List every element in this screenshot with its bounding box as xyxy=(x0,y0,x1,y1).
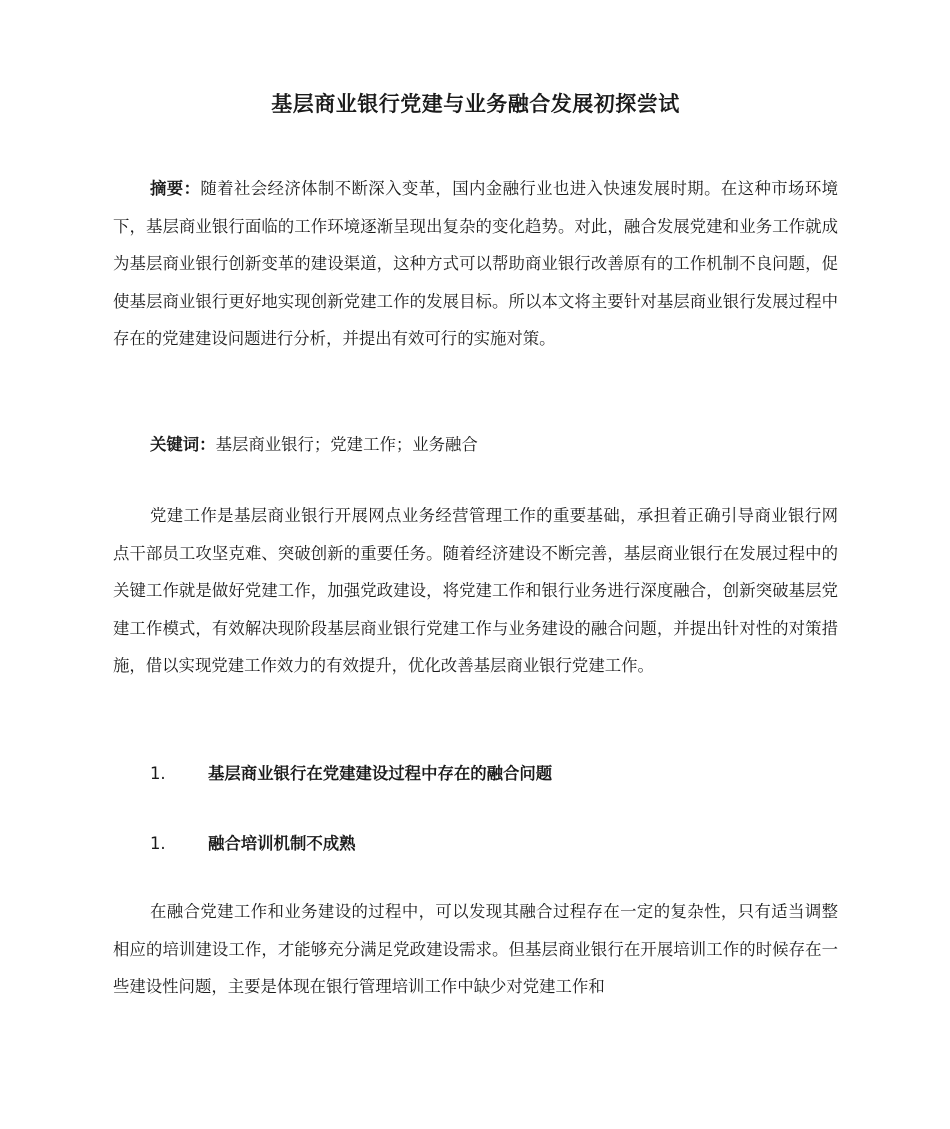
keywords-text: 基层商业银行；党建工作；业务融合 xyxy=(215,435,478,454)
document-title: 基层商业银行党建与业务融合发展初探尝试 xyxy=(271,92,680,116)
abstract-text: 随着社会经济体制不断深入变革，国内金融行业也进入快速发展时期。在这种市场环境下，基层商业银行面临的工作环境逐渐呈现出复杂的变化趋势。对此，融合发展党建和业务工作就成为基层商业银行创新变革的建设渠道，这种方式可以帮助商业银行改善原有的工作机制不良问题，促使基层商业银行更好地实现创新党建工作的发展目标。所以本文将主要针对基层商业银行发展过程中存在的党建建设问题进行分析，并提出有效可行的实施对策。 xyxy=(113,179,839,348)
section-heading-1 xyxy=(150,759,552,789)
abstract-label: 摘要： xyxy=(150,179,201,198)
intro-paragraph: 党建工作是基层商业银行开展网点业务经营管理工作的重要基础，承担着正确引导商业银行网点干部员工攻坚克难、突破创新的重要任务。随着经济建设不断完善，基层商业银行在发展过程中的关键工作就是做好党建工作，加强党政建设，将党建工作和银行业务进行深度融合，创新突破基层党建工作模式，有效解决现阶段基层商业银行党建工作与业务建设的融合问题，并提出针对性的对策措施，借以实现党建工作效力的有效提升，优化改善基层商业银行党建工作。 xyxy=(113,506,838,675)
subsection-heading-1-number: 1. xyxy=(150,834,166,853)
subsection-heading-1 xyxy=(150,829,356,859)
keywords-paragraph xyxy=(113,426,838,464)
section-heading-1-text: 基层商业银行在党建建设过程中存在的融合问题 xyxy=(208,764,553,783)
body-paragraph: 在融合党建工作和业务建设的过程中，可以发现其融合过程存在一定的复杂性，只有适当调整相应的培训建设工作，才能够充分满足党政建设需求。但基层商业银行在开展培训工作的时候存在一些建设性问题，主要是体现在银行管理培训工作中缺少对党建工作和 xyxy=(113,902,838,996)
keywords-label: 关键词： xyxy=(150,435,216,454)
section-heading-1-number: 1. xyxy=(150,764,166,783)
abstract-paragraph xyxy=(113,170,838,358)
subsection-heading-1-text: 融合培训机制不成熟 xyxy=(208,834,356,853)
